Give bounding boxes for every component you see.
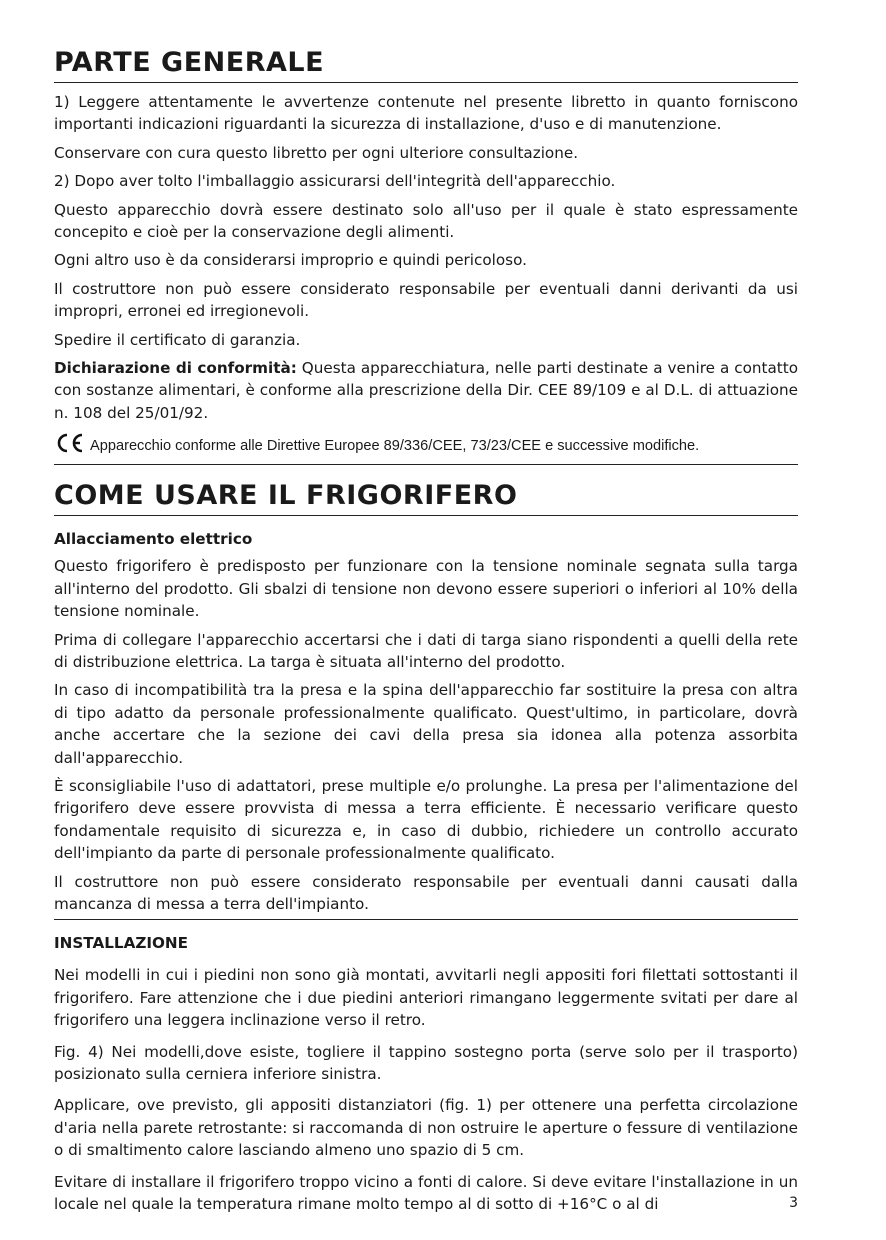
paragraph: Applicare, ove previsto, gli appositi distanziatori (fig. 1) per ottenere una perfetta circolazione d'aria nella parete retrostante: si raccomanda di non ostruire le aperture o fessure di ventilazione o di smaltimento calore lasciando almeno uno spazio di 5 cm. xyxy=(54,1096,798,1160)
ce-text: Apparecchio conforme alle Direttive Europee 89/336/CEE, 73/23/CEE e successive modifiche. xyxy=(90,438,700,455)
paragraph: Ogni altro uso è da considerarsi improprio e quindi pericoloso. xyxy=(54,251,527,270)
paragraph: Il costruttore non può essere considerato responsabile per eventuali danni derivanti da usi impropri, erronei ed irregionevoli. xyxy=(54,279,798,321)
section-title-parte-generale: PARTE GENERALE xyxy=(54,46,798,83)
document-page xyxy=(54,46,798,1224)
ce-mark-icon xyxy=(54,432,84,461)
conformity-label: Dichiarazione di conformità: xyxy=(54,359,297,378)
paragraph: 2) Dopo aver tolto l'imballaggio assicurarsi dell'integrità dell'apparecchio. xyxy=(54,172,616,191)
paragraph: Questo frigorifero è predisposto per funzionare con la tensione nominale segnata sulla targa all'interno del prodotto. Gli sbalzi di tensione non devono essere superiori o inferiori al 10% della tensione nominale. xyxy=(54,557,798,621)
paragraph: Fig. 4) Nei modelli,dove esiste, togliere il tappino sostegno porta (serve solo per il trasporto) posizionato sulla cerniera inferiore sinistra. xyxy=(54,1042,798,1083)
paragraph: 1) Leggere attentamente le avvertenze contenute nel presente libretto in quanto forniscono importanti indicazioni riguardanti la sicurezza di installazione, d'uso e di manutenzione. xyxy=(54,93,798,134)
subsection-title-installazione: INSTALLAZIONE xyxy=(54,934,189,953)
paragraph: Conservare con cura questo libretto per ogni ulteriore consultazione. xyxy=(54,143,579,162)
paragraph: Spedire il certificato di garanzia. xyxy=(54,330,301,349)
section-title-come-usare: COME USARE IL FRIGORIFERO xyxy=(54,479,798,516)
paragraph: Nei modelli in cui i piedini non sono già montati, avvitarli negli appositi fori filettati sottostanti il frigorifero. Fare attenzione che i due piedini anteriori rimangano leggermente svitati per dare al frigorifero una leggera inclinazione verso il retro. xyxy=(54,966,798,1030)
paragraph: Evitare di installare il frigorifero troppo vicino a fonti di calore. Si deve evitare l'installazione in un locale nel quale la temperatura rimane molto tempo al di sotto di +16°C o al di xyxy=(54,1172,798,1214)
conformity-text: Questa apparecchiatura, nelle parti destinate a venire a contatto con sostanze alimentari, è conforme alla prescrizione della Dir. CEE 89/109 e al D.L. di attuazione n. 108 del 25/01/92. xyxy=(54,359,798,422)
paragraph: Questo apparecchio dovrà essere destinato solo all'uso per il quale è stato espressamente concepito e cioè per la conservazione degli alimenti. xyxy=(54,200,798,242)
paragraph: Il costruttore non può essere considerato responsabile per eventuali danni causati dalla mancanza di messa a terra dell'impianto. xyxy=(54,871,798,921)
ce-declaration xyxy=(54,430,798,465)
paragraph: È sconsigliabile l'uso di adattatori, prese multiple e/o prolunghe. La presa per l'alimentazione del frigorifero deve essere provvista di messa a terra efficiente. È necessario verificare questo fondamentale requisito di sicurezza e, in caso di dubbio, richiedere un controllo accurato dell'impianto da parte di personale professionalmente qualificato. xyxy=(54,776,798,863)
paragraph: In caso di incompatibilità tra la presa e la spina dell'apparecchio far sostituire la presa con altra di tipo adatto da personale professionalmente qualificato. Quest'ultimo, in particolare, dovrà anche accertare che la sezione dei cavi della presa sia idonea alla potenza assorbita dall'apparecchio. xyxy=(54,681,798,767)
page-number: 3 xyxy=(789,1195,798,1211)
conformity-paragraph xyxy=(54,357,798,424)
paragraph: Prima di collegare l'apparecchio accertarsi che i dati di targa siano rispondenti a quelli della rete di distribuzione elettrica. La targa è situata all'interno del prodotto. xyxy=(54,630,798,671)
subsection-title-allacciamento: Allacciamento elettrico xyxy=(54,530,253,549)
installazione-body xyxy=(54,964,798,1215)
